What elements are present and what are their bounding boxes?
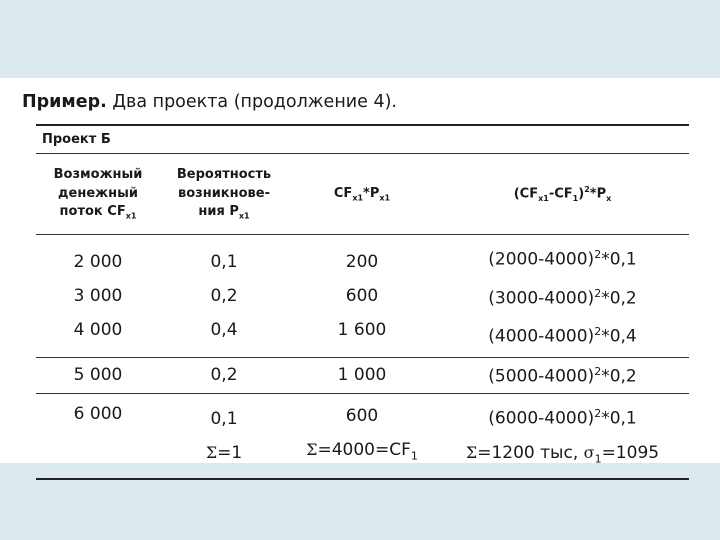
- cell-product: 1 000: [337, 365, 387, 386]
- title-rest: Два проекта (продолжение 4).: [106, 92, 397, 112]
- table-row-6000-totals: [36, 393, 689, 479]
- cell-variance-total: (6000-4000)$^2$*0,1 Σ=1200 тыс, $\sigma_1=1095$: [465, 406, 660, 466]
- sigma-icon: Σ: [205, 443, 218, 463]
- header-variance-term: $(CF_{x1}-CF_1)^2*P_x$: [436, 154, 689, 235]
- cell-probability-total: 0,1 Σ=1: [205, 409, 243, 464]
- slide-title: [22, 92, 397, 112]
- column-header-row: [36, 154, 689, 235]
- table-row-group: [36, 235, 689, 358]
- slide: [0, 78, 720, 466]
- project-label: Проект Б: [36, 125, 689, 154]
- cell-variance-term: (5000-4000)$^2$*0,2: [488, 364, 637, 387]
- project-header-row: [36, 125, 689, 154]
- cell-probability: 0,2: [210, 365, 238, 386]
- projects-table: [36, 124, 689, 480]
- header-probability: Вероятность возникнове- ния $P_{x1}$: [160, 154, 288, 235]
- cell-cash-flows: 2 000 3 000 4 000: [73, 251, 123, 340]
- title-lead: Пример.: [22, 92, 107, 112]
- header-cash-flow: Возможный денежный поток $CF_{x1}$: [36, 154, 160, 235]
- sigma-small-icon: σ: [583, 442, 595, 462]
- sigma-icon: Σ: [306, 440, 318, 460]
- cell-product-total: 600 $\Sigma=4000=CF_1$: [306, 406, 418, 463]
- cell-cash-flow: 6 000: [73, 403, 123, 424]
- sigma-icon: Σ: [465, 442, 478, 462]
- cell-probabilities: 0,1 0,2 0,4: [210, 251, 238, 340]
- table-row-5000: [36, 357, 689, 393]
- cell-products: 200 600 1 600: [337, 251, 387, 340]
- cell-variance-terms: (2000-4000)$^2$*0,1 (3000-4000)$^2$*0,2 (4000-4000)$^2$*0,4: [488, 248, 637, 347]
- header-cf-times-p: $CF_{x1}*P_{x1}$: [288, 154, 436, 235]
- cell-cash-flow: 5 000: [73, 365, 123, 386]
